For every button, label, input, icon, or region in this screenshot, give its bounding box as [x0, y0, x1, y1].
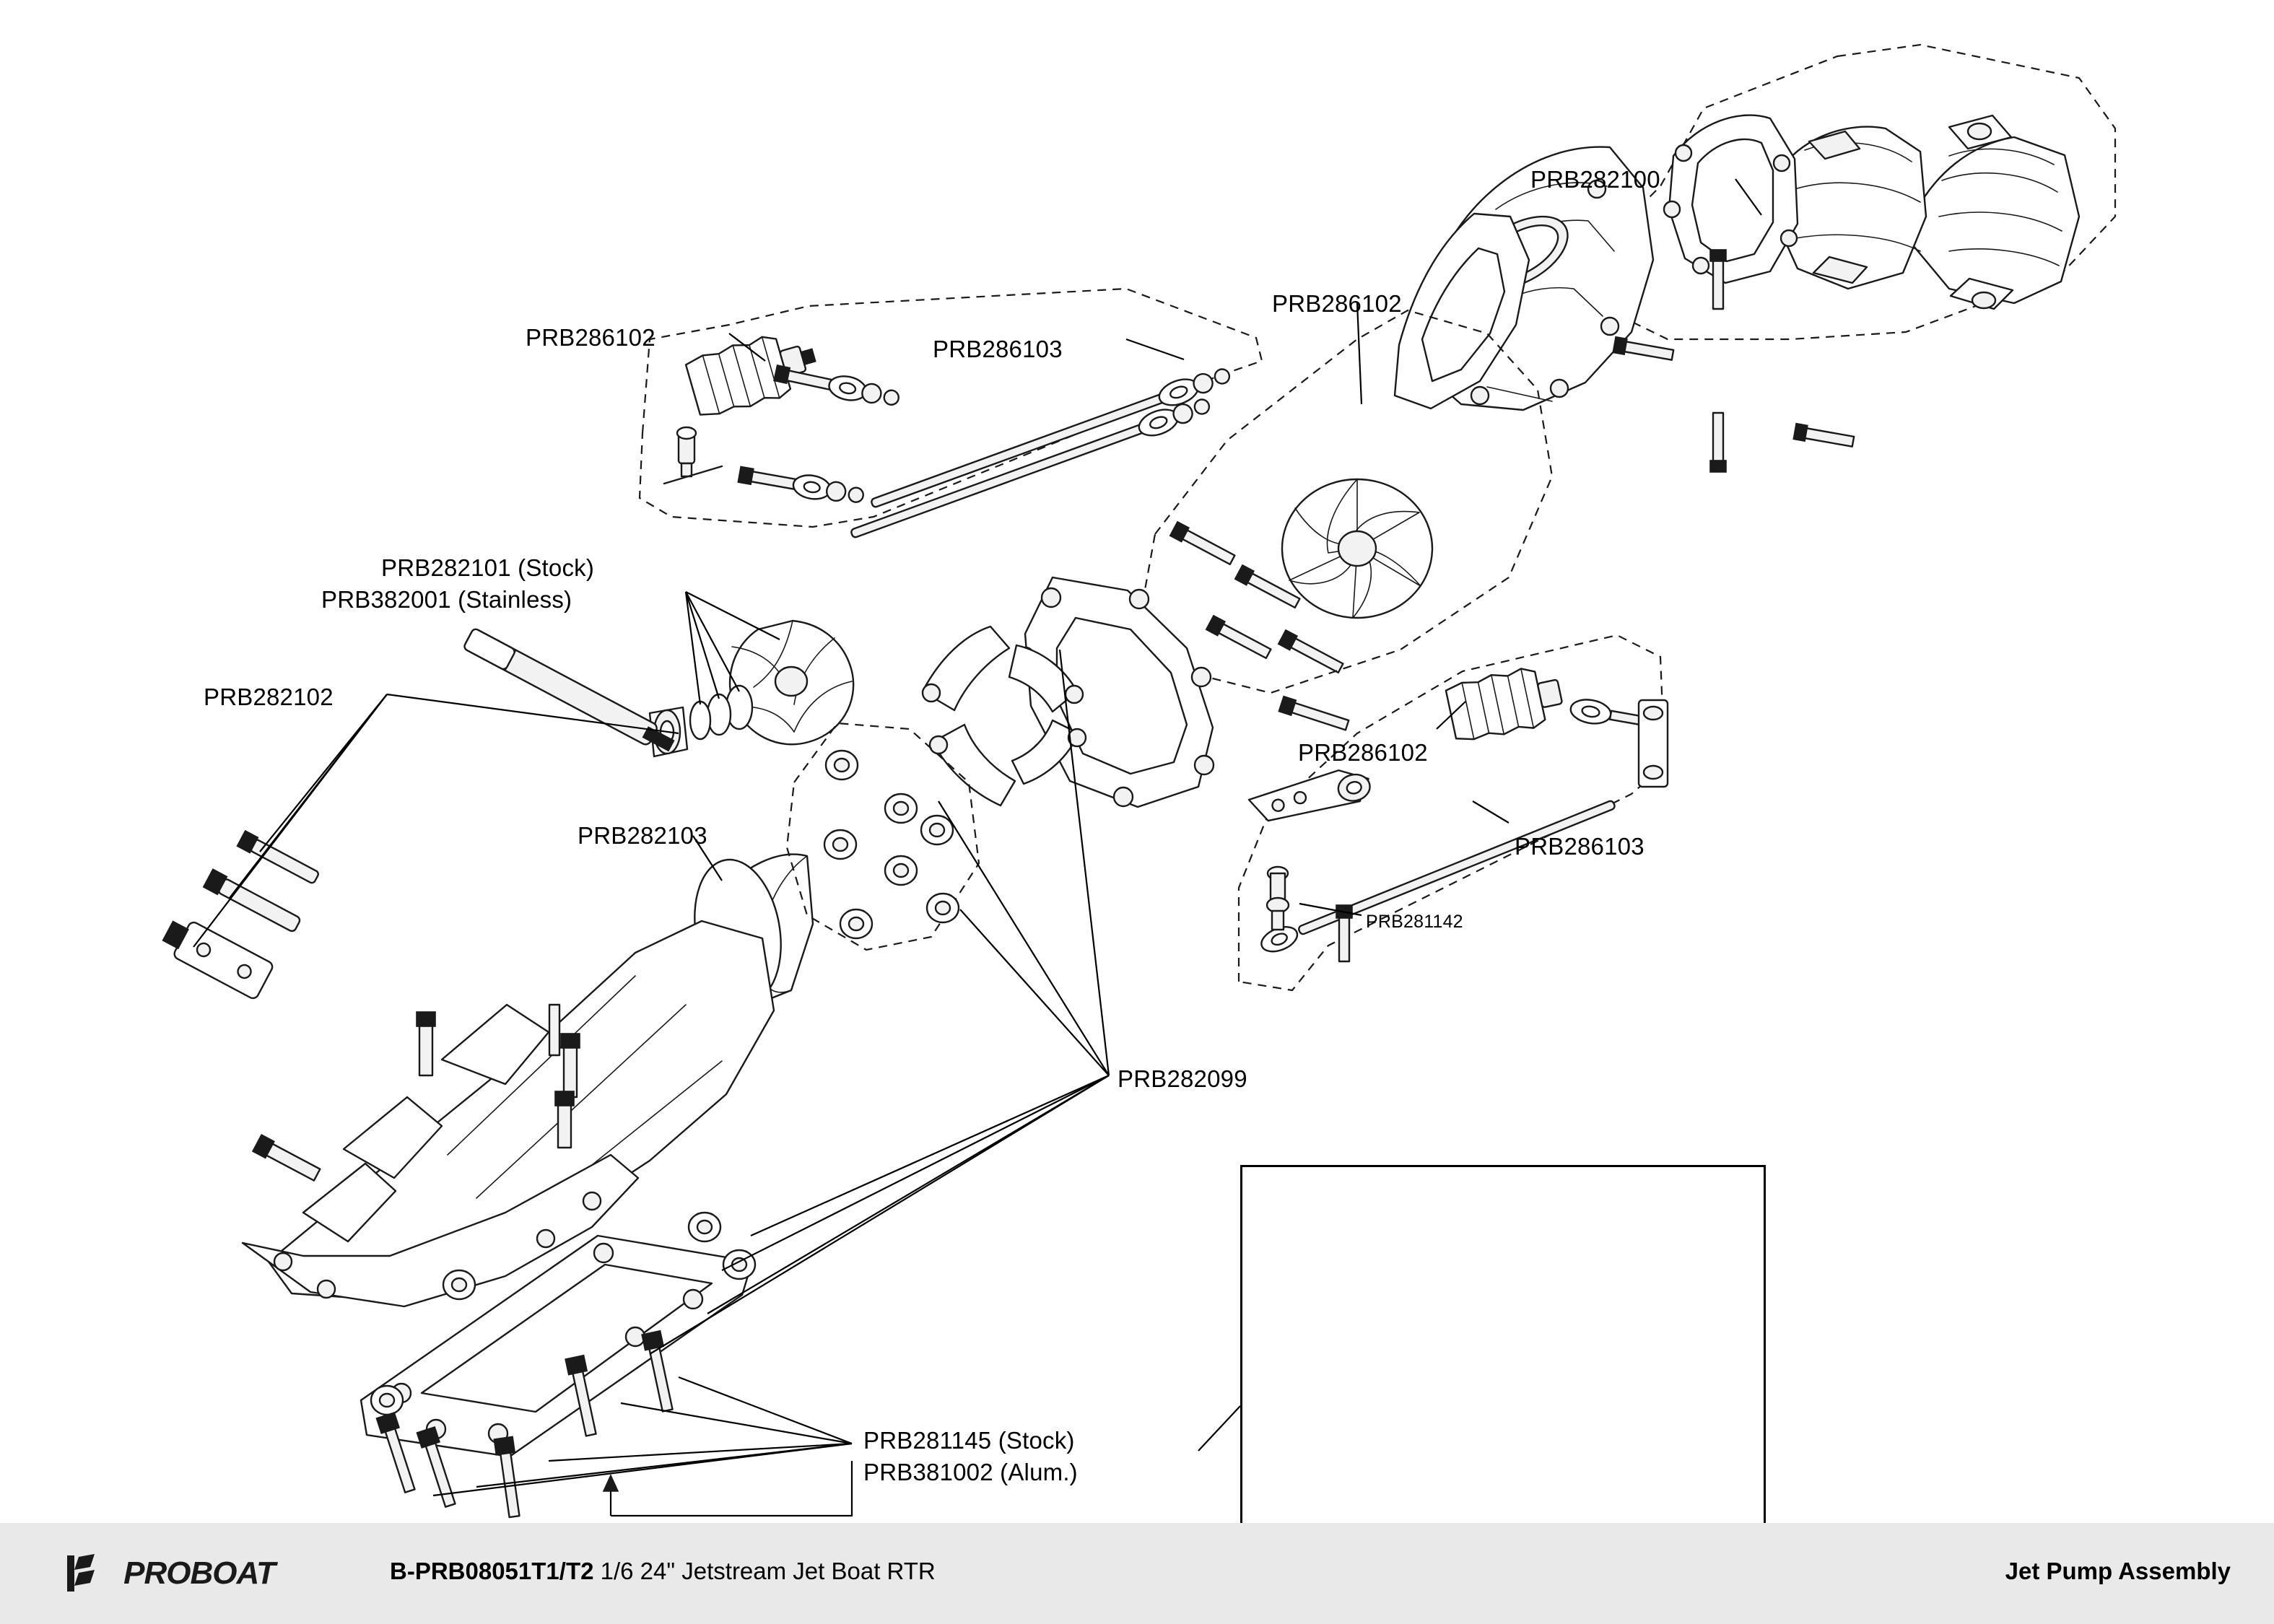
- footer-model-code: B-PRB08051T1/T2: [390, 1558, 594, 1584]
- footer: [0, 1523, 2274, 1624]
- group-bellows-upper: [640, 289, 1262, 545]
- inset-detail-box: [1240, 1165, 1766, 1523]
- group-bellows-lower: [1239, 635, 1668, 990]
- callout-prb286102-upper-left: PRB286102: [526, 324, 655, 351]
- callout-prb382001-stainless: PRB382001 (Stainless): [321, 586, 572, 613]
- callout-prb282100: PRB282100: [1530, 166, 1660, 193]
- brand-logo-block: [0, 1523, 341, 1624]
- proboat-flag-icon: [66, 1550, 113, 1597]
- callout-prb381002-alum: PRB381002 (Alum.): [863, 1459, 1078, 1485]
- callout-prb282099: PRB282099: [1118, 1065, 1247, 1092]
- group-mid-gasket-brackets: [787, 577, 1214, 950]
- callout-prb282103: PRB282103: [578, 822, 707, 849]
- callout-prb282102: PRB282102: [204, 684, 334, 710]
- callout-prb286103-lower: PRB286103: [1515, 833, 1644, 860]
- callout-prb286102-lower: PRB286102: [1298, 739, 1428, 766]
- callout-prb281145-stock: PRB281145 (Stock): [863, 1427, 1075, 1454]
- callout-prb286102-upper-mid: PRB286102: [1272, 290, 1402, 317]
- callout-prb282101-stock: PRB282101 (Stock): [381, 554, 595, 581]
- part-main-pump-housing: [243, 921, 774, 1306]
- group-prb282100: [1112, 45, 2115, 747]
- callout-prb286103-upper: PRB286103: [933, 336, 1063, 362]
- footer-model-line: [390, 1558, 936, 1585]
- nuts-cluster: [824, 751, 959, 938]
- brand-logo-text: PROBOAT: [123, 1555, 275, 1591]
- footer-section-title: Jet Pump Assembly: [2005, 1558, 2231, 1584]
- footer-model-name: 1/6 24" Jetstream Jet Boat RTR: [593, 1558, 936, 1584]
- callout-prb281142: PRB281142: [1366, 912, 1463, 932]
